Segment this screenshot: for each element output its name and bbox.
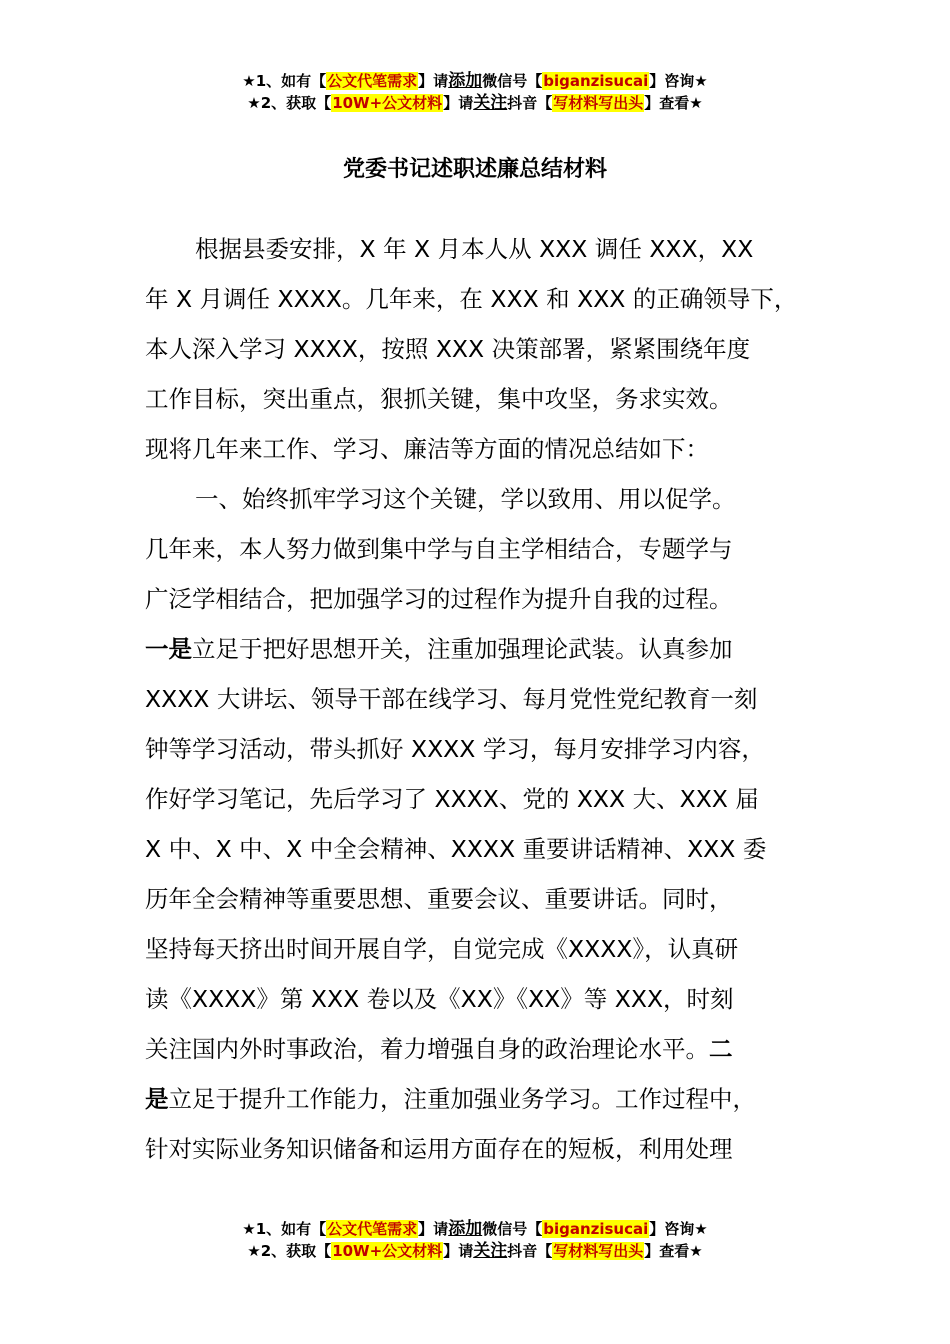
line-text: 现将几年来工作、学习、廉洁等方面的情况总结如下： <box>145 435 709 463</box>
line-text: 作好学习笔记，先后学习了 XXXX、党的 XXX 大、XXX 届 <box>145 785 759 813</box>
underlined-text: 关注 <box>473 1241 508 1261</box>
underlined-text: 添加 <box>448 1219 483 1239</box>
banner-text: 】请 <box>443 1242 474 1260</box>
header-promo-banner <box>0 70 950 114</box>
body-line <box>145 1124 835 1174</box>
bold-tail: 二 <box>709 1035 733 1063</box>
footer-promo-banner <box>0 1218 950 1262</box>
body-line <box>145 924 835 974</box>
line-text: 工作目标，突出重点，狠抓关键，集中攻坚，务求实效。 <box>145 385 733 413</box>
line-text: 关注国内外时事政治，着力增强自身的政治理论水平。 <box>145 1035 709 1063</box>
body-line <box>145 974 835 1024</box>
line-text: 一、始终抓牢学习这个关键，学以致用、用以促学。 <box>195 485 736 513</box>
line-text: 本人深入学习 XXXX，按照 XXX 决策部署，紧紧围绕年度 <box>145 335 751 363</box>
banner-line-2 <box>0 1240 950 1262</box>
banner-text: ★1、如有【 <box>242 1220 327 1238</box>
line-text: 历年全会精神等重要思想、重要会议、重要讲话。同时， <box>145 885 733 913</box>
banner-text: ★2、获取【 <box>247 94 332 112</box>
banner-text: 】查看★ <box>644 1242 703 1260</box>
body-line <box>145 724 835 774</box>
document-body <box>145 224 835 1174</box>
body-line <box>145 524 835 574</box>
banner-text: 】请 <box>443 94 474 112</box>
line-text: 读《XXXX》第 XXX 卷以及《XX》《XX》等 XXX，时刻 <box>145 985 734 1013</box>
body-line <box>145 774 835 824</box>
line-text: 年 X 月调任 XXXX。几年来，在 XXX 和 XXX 的正确领导下， <box>145 285 798 313</box>
banner-text: 】请 <box>418 1220 449 1238</box>
body-line <box>145 824 835 874</box>
banner-text: 抖音【 <box>507 1242 553 1260</box>
body-line <box>145 424 835 474</box>
line-text: 立足于把好思想开关，注重加强理论武装。认真参加 <box>192 635 733 663</box>
highlight-text: 10W+公文材料 <box>332 1242 443 1260</box>
body-line <box>145 374 835 424</box>
line-text: XXXX 大讲坛、领导干部在线学习、每月党性党纪教育一刻 <box>145 685 758 713</box>
body-line <box>145 224 835 274</box>
underlined-text: 添加 <box>448 71 483 91</box>
line-text: 广泛学相结合，把加强学习的过程作为提升自我的过程。 <box>145 585 733 613</box>
banner-text: ★2、获取【 <box>247 1242 332 1260</box>
bold-lead: 是 <box>145 1085 169 1113</box>
banner-line-1 <box>0 70 950 92</box>
highlight-text: 10W+公文材料 <box>332 94 443 112</box>
line-text: 针对实际业务知识储备和运用方面存在的短板，利用处理 <box>145 1135 733 1163</box>
body-line <box>145 274 835 324</box>
banner-text: ★1、如有【 <box>242 72 327 90</box>
body-line <box>145 674 835 724</box>
douyin-account-highlight: 写材料写出头 <box>553 94 644 112</box>
body-line <box>145 324 835 374</box>
douyin-account-highlight: 写材料写出头 <box>553 1242 644 1260</box>
banner-text: 微信号【 <box>482 72 543 90</box>
document-title: 党委书记述职述廉总结材料 <box>342 157 607 182</box>
banner-text: 微信号【 <box>482 1220 543 1238</box>
banner-line-2 <box>0 92 950 114</box>
banner-text: 】咨询★ <box>649 1220 708 1238</box>
body-line <box>145 1024 835 1074</box>
banner-text: 】咨询★ <box>649 72 708 90</box>
line-text: 立足于提升工作能力，注重加强业务学习。工作过程中， <box>168 1085 756 1113</box>
highlight-text: 公文代笔需求 <box>327 1220 418 1238</box>
wechat-id-highlight: biganzisucai <box>543 1220 649 1238</box>
wechat-id-highlight: biganzisucai <box>543 72 649 90</box>
banner-text: 】请 <box>418 72 449 90</box>
banner-text: 抖音【 <box>507 94 553 112</box>
bold-lead: 一是 <box>145 635 192 663</box>
underlined-text: 关注 <box>473 93 508 113</box>
body-line <box>145 574 835 624</box>
line-text: 根据县委安排，X 年 X 月本人从 XXX 调任 XXX，XX <box>195 235 754 263</box>
line-text: 钟等学习活动，带头抓好 XXXX 学习，每月安排学习内容， <box>145 735 765 763</box>
body-line <box>145 624 835 674</box>
highlight-text: 公文代笔需求 <box>327 72 418 90</box>
banner-line-1 <box>0 1218 950 1240</box>
line-text: X 中、X 中、X 中全会精神、XXXX 重要讲话精神、XXX 委 <box>145 835 767 863</box>
body-line <box>145 474 835 524</box>
line-text: 几年来，本人努力做到集中学与自主学相结合，专题学与 <box>145 535 733 563</box>
banner-text: 】查看★ <box>644 94 703 112</box>
body-line <box>145 1074 835 1124</box>
body-line <box>145 874 835 924</box>
line-text: 坚持每天挤出时间开展自学，自觉完成《XXXX》，认真研 <box>145 935 739 963</box>
